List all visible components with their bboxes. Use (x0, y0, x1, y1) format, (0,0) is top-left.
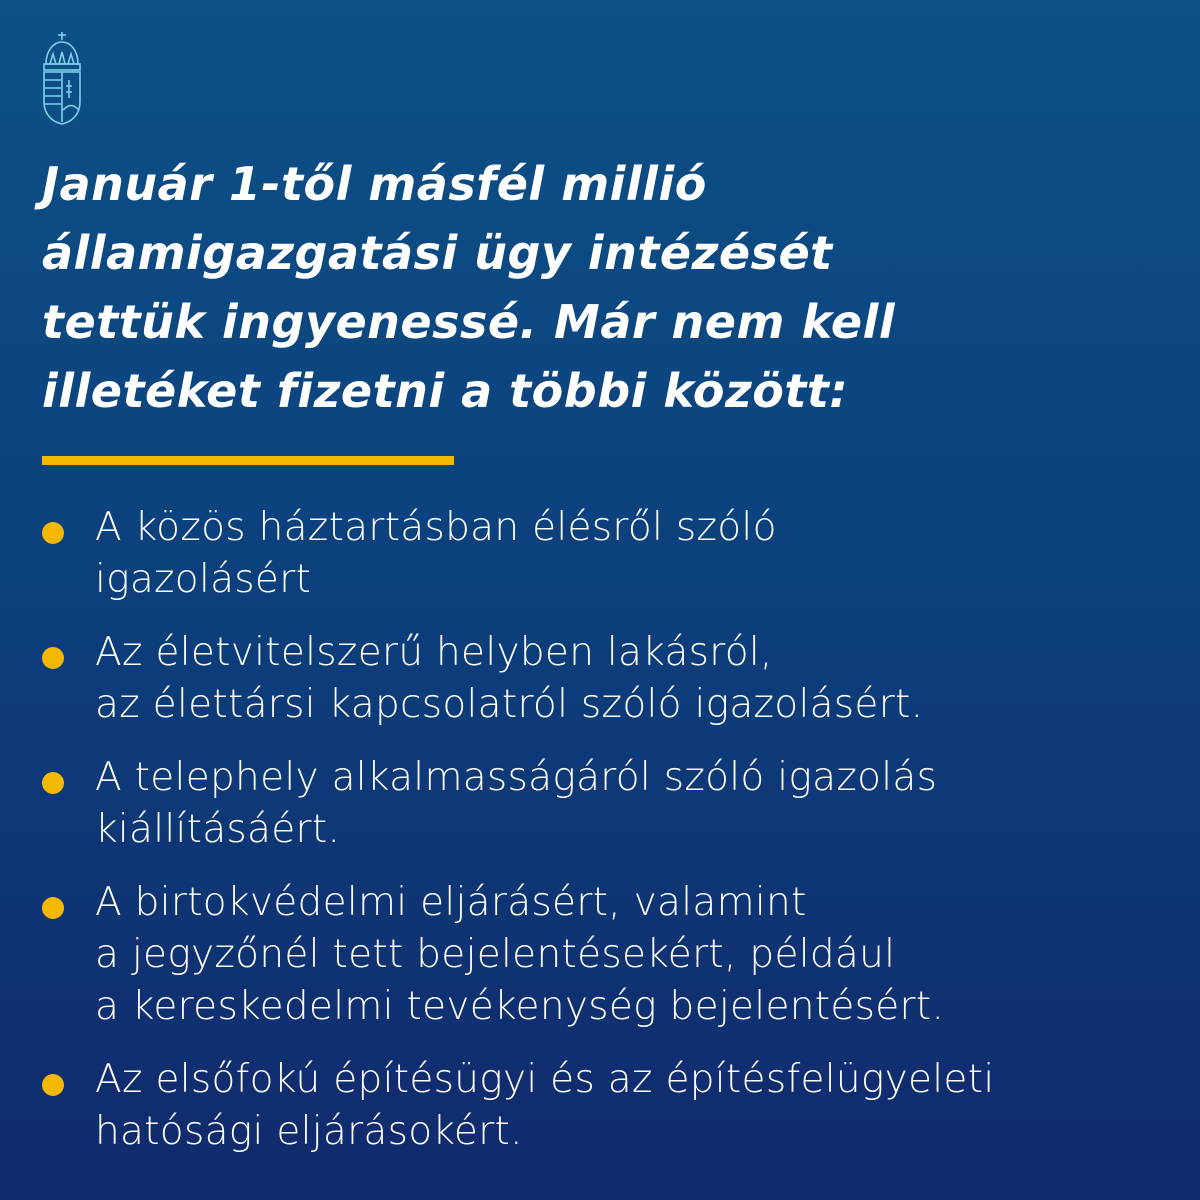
headline-line: Január 1-től másfél millió (42, 157, 707, 211)
headline-line: tettük ingyenessé. Már nem kell (42, 295, 896, 349)
item-text: A telephely alkalmasságáról szóló igazolás (95, 755, 938, 800)
item-text: Az elsőfokú építésügyi és az építésfelügyeleti (95, 1057, 995, 1102)
list-item (40, 877, 1170, 1033)
item-text: A közös háztartásban élésről szóló (95, 505, 777, 550)
list-item (40, 1054, 1170, 1158)
headline (42, 150, 1162, 426)
bullet-dot-icon (42, 647, 64, 669)
item-text: A birtokvédelmi eljárásért, valamint (95, 880, 807, 925)
item-text: a kereskedelmi tevékenység bejelentésért. (95, 984, 945, 1029)
item-text: a jegyzőnél tett bejelentésekért, például (95, 932, 896, 977)
list-item (40, 752, 1170, 856)
coat-of-arms-icon (40, 30, 84, 126)
bullet-list (40, 502, 1170, 1179)
bullet-dot-icon (42, 1074, 64, 1096)
headline-line: államigazgatási ügy intézését (42, 226, 833, 280)
headline-line: illetéket fizetni a többi között: (42, 364, 849, 418)
item-text: az élettársi kapcsolatról szóló igazolásért. (95, 682, 924, 727)
accent-divider (42, 456, 454, 465)
bullet-dot-icon (42, 772, 64, 794)
item-text: kiállításáért. (95, 807, 341, 852)
item-text: Az életvitelszerű helyben lakásról, (95, 630, 773, 675)
bullet-dot-icon (42, 897, 64, 919)
item-text: igazolásért (95, 557, 312, 602)
item-text: hatósági eljárásokért. (95, 1109, 523, 1154)
list-item (40, 627, 1170, 731)
bullet-dot-icon (42, 522, 64, 544)
list-item (40, 502, 1170, 606)
